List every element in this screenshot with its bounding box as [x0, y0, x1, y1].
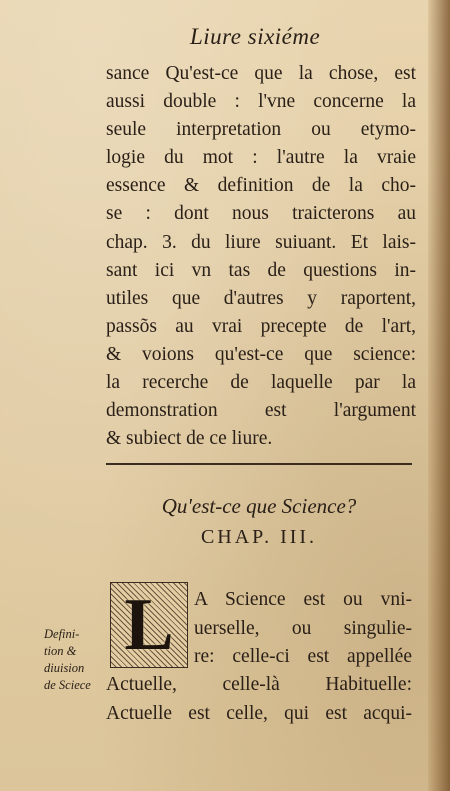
marginal-note-line: de Sciece	[44, 678, 91, 692]
text-line: demonstration est l'argument	[106, 400, 416, 422]
section-divider	[106, 463, 412, 465]
marginal-note	[44, 626, 106, 694]
text-line: passõs au vrai precepte de l'art,	[106, 315, 416, 337]
text-line: utiles que d'autres y raportent,	[106, 287, 416, 309]
marginal-note-line: diuision	[44, 661, 85, 675]
text-line: sant ici vn tas de questions in-	[106, 259, 416, 281]
running-head: Liure sixiéme	[190, 24, 321, 49]
text-line: chap. 3. du liure suiuant. Et lais-	[106, 231, 416, 253]
chapter-continued-lines	[106, 671, 412, 728]
paragraph	[106, 60, 416, 453]
text-line: se : dont nous traicterons au	[106, 203, 416, 225]
text-line: aussi double : l'vne concerne la	[106, 91, 416, 113]
text-line: seule interpretation ou etymo-	[106, 119, 416, 141]
text-line: & subiect de ce liure.	[106, 428, 273, 450]
text-line: Actuelle est celle, qui est acqui-	[106, 702, 412, 724]
chapter-first-lines	[194, 586, 412, 672]
text-line: sance Qu'est-ce que la chose, est	[106, 63, 416, 84]
text-line: re: celle-ci est appellée	[194, 646, 412, 667]
marginal-note-line: Defini-	[44, 627, 80, 641]
page-edge-shadow	[428, 0, 450, 791]
text-line: logie du mot : l'autre la vraie	[106, 147, 416, 169]
text-line: uerselle, ou singulie-	[194, 617, 412, 639]
text-line: Actuelle, celle-là Habituelle:	[106, 674, 412, 695]
text-line: A Science est ou vni-	[194, 589, 412, 610]
chapter-number: CHAP. III.	[200, 526, 318, 548]
chapter-title: Qu'est-ce que Science?	[161, 494, 357, 518]
marginal-note-line: tion &	[44, 644, 77, 658]
text-line: essence & definition de la cho-	[106, 175, 416, 197]
text-line: la recerche de laquelle par la	[106, 372, 416, 394]
decorated-initial: L	[110, 582, 188, 668]
text-line: & voions qu'est-ce que science:	[106, 343, 416, 365]
